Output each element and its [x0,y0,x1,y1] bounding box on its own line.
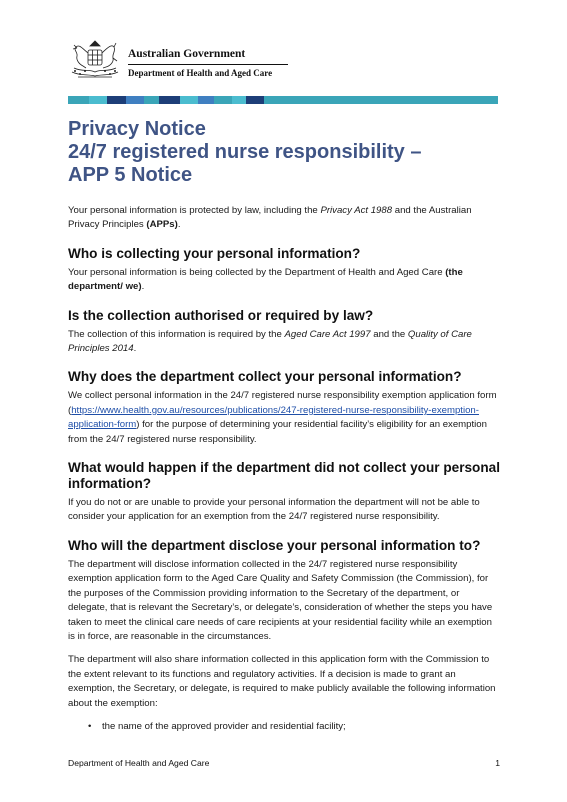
color-bar-segment [214,96,232,104]
page-number: 1 [495,758,500,768]
section-heading-not-collect: What would happen if the department did not collect your personal information? [68,460,500,492]
color-bar-segment [232,96,247,104]
color-bar-segment [381,96,439,104]
government-name: Australian Government [128,48,246,60]
color-bar-segment [144,96,159,104]
paragraph-not-collect: If you do not or are unable to provide your personal information the department will not be able to consider your application for an exemption from the 24/7 registered nurse responsibility. [68,497,480,523]
color-bar-segment [264,96,322,104]
header-color-bar [68,96,498,104]
list-item-text: the name of the approved provider and residential facility; [102,720,346,732]
section-heading-authorised: Is the collection authorised or required by law? [68,307,374,323]
color-bar-segment [159,96,180,104]
paragraph-disclose-2: The department will also share information collected in this application form with the Commission to the extent relevant to its functions and regulatory activities. If a decision is made to grant an exemption, the Secretary, or delegate, is required to make publicly available the following information about the exemption: [68,654,496,709]
color-bar-segment [68,96,89,104]
color-bar-segment [246,96,264,104]
section-heading-why-collect: Why does the department collect your personal information? [68,369,462,385]
footer-department: Department of Health and Aged Care [68,758,210,768]
paragraph-who-collects: Your personal information is being collected by the Department of Health and Aged Care (the department/ we). [68,266,463,293]
title-line-2: 24/7 registered nurse responsibility – [68,141,422,163]
section-heading-disclose: Who will the department disclose your personal information to? [68,537,481,553]
color-bar-segment [323,96,381,104]
color-bar-segment [440,96,498,104]
bullet-icon: • [88,720,92,732]
color-bar-segment [89,96,107,104]
page-footer [68,758,500,768]
title-line-3: APP 5 Notice [68,164,193,186]
logo-divider [128,64,288,65]
color-bar-segment [180,96,198,104]
australian-government-logo [68,38,278,86]
title-line-1: Privacy Notice [68,118,206,140]
paragraph-why-collect: We collect personal information in the 24/7 registered nurse responsibility exemption application form (https://www.health.gov.au/resources/publications/247-registered-nurse-responsibility-exemption-application-form) for the purpose of determining your residential facility’s eligibility for an exemption from the 24/7 registered nurse responsibility. [68,390,497,445]
color-bar-segment [107,96,126,104]
color-bar-segment [198,96,214,104]
page-title [68,118,508,187]
coat-of-arms-icon [68,38,122,82]
application-form-link[interactable]: https://www.health.gov.au/resources/publications/247-registered-nurse-responsibility-exemption-application-form [68,404,479,431]
intro-paragraph: Your personal information is protected by law, including the Privacy Act 1988 and the Australian Privacy Principles (APPs). [68,205,472,231]
paragraph-authorised: The collection of this information is required by the Aged Care Act 1997 and the Quality of Care Principles 2014. [68,328,472,355]
paragraph-disclose-1: The department will disclose information collected in the 24/7 registered nurse responsibility exemption application form to the Aged Care Quality and Safety Commission (the Commission), for the purposes of the Commission providing information to the Secretary of the department, or delegate, that is relevant the Secretary’s, or delegate’s, consideration of whether the steps you have taken to meet the clinical care needs of care recipients at your residential facility while an exemption is in force, are reasonable in the circumstances. [68,558,493,642]
section-heading-who-collects: Who is collecting your personal information? [68,245,361,261]
list-item [68,720,500,734]
color-bar-segment [126,96,144,104]
document-body [68,204,500,734]
department-name: Department of Health and Aged Care [128,68,273,78]
